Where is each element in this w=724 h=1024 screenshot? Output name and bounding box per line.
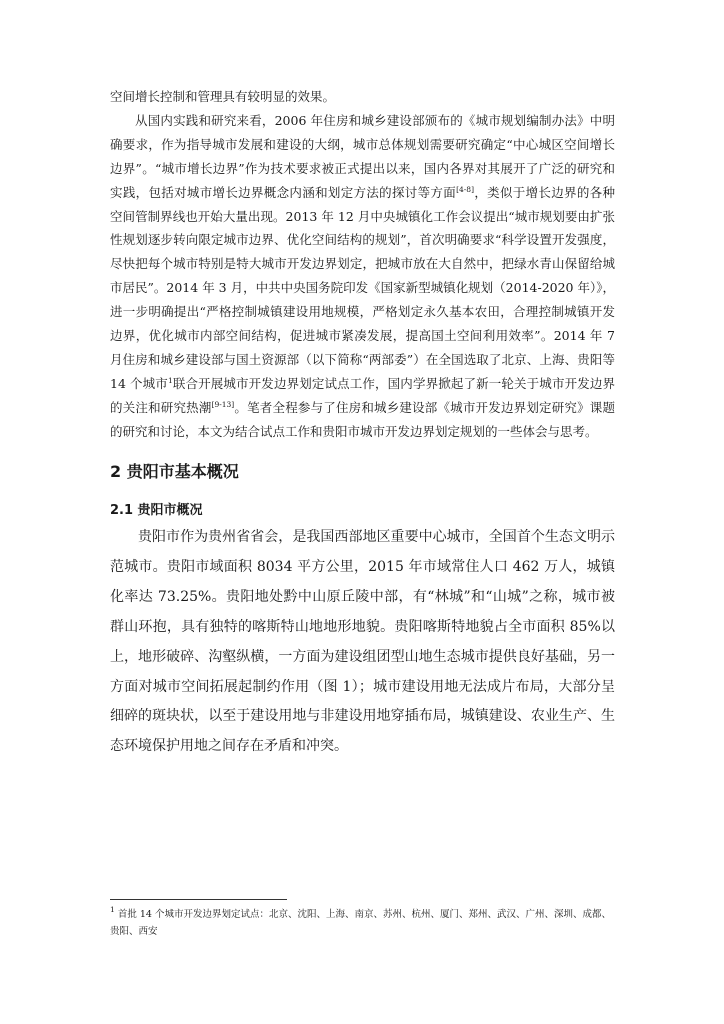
paragraph-text: 空间增长控制和管理具有较明显的效果。 xyxy=(110,89,336,104)
citation-marker: [9-13] xyxy=(211,399,235,409)
section-heading: 2 贵阳市基本概况 xyxy=(110,462,239,481)
footnote xyxy=(110,907,615,940)
body-text xyxy=(110,85,615,444)
subsection-heading: 2.1 贵阳市概况 xyxy=(110,503,203,518)
paragraph-text: 联合开展城市开发边界划定试点工作，国内学界掀起了新一轮关于城市开发边界的关注和研究热潮 xyxy=(110,375,615,415)
footnote-number: 1 xyxy=(110,905,115,914)
paragraph-text: ，类似于增长边界的各种空间管制界线也开始大量出现。2013 年 12 月中央城镇化工作会议提出“城市规划要由扩张性规划逐步转向限定城市边界、优化空间结构的规划”，首次明确要求“科学设置开发强度，尽快把每个城市特别是特大城市开发边界划定，把城市放在大自然中，把绿水青山保留给城市居民”。2014 年 3 月，中共中央国务院印发《国家新型城镇化规划（2014-2020 年）》，进一步明确提出“严格控制城镇建设用地规模，严格划定永久基本农田，合理控制城镇开发边界，优化城市内部空间结构，促进城市紧凑发展，提高国土空间利用效率”。2014 年 7 月住房和城乡建设部与国土资源部（以下简称“两部委”）在全国选取了北京、上海、贵阳等 14 个城市 xyxy=(110,184,615,391)
paragraph-text: 从国内实践和研究来看，2006 年住房和城乡建设部颁布的《城市规划编制办法》中明确要求，作为指导城市发展和建设的大纲，城市总体规划需要研究确定“中心城区空间增长边界”。“城市增长边界”作为技术要求被正式提出以来，国内各界对其展开了广泛的研究和实践，包括对城市增长边界概念内涵和划定方法的探讨等方面 xyxy=(110,112,615,200)
footnote-marker: 1 xyxy=(167,375,173,385)
subsection-paragraph: 贵阳市作为贵州省省会，是我国西部地区重要中心城市，全国首个生态文明示范城市。贵阳市域面积 8034 平方公里，2015 年市域常住人口 462 万人，城镇化率达 73.25%。贵阳地处黔中山原丘陵中部，有“林城”和“山城”之称，城市被群山环抱，具有独特的喀斯特山地地形地貌。贵阳喀斯特地貌占全市面积 85%以上，地形破碎、沟壑纵横，一方面为建设组团型山地生态城市提供良好基础，另一方面对城市空间拓展起制约作用（图 1）；城市建设用地无法成片布局，大部分呈细碎的斑块状，以至于建设用地与非建设用地穿插布局，城镇建设、农业生产、生态环境保护用地之间存在矛盾和冲突。 xyxy=(110,529,615,755)
paragraph xyxy=(110,109,615,444)
citation-marker: [4-8] xyxy=(456,184,474,194)
paragraph-continuation xyxy=(110,85,615,109)
paragraph-text: 。笔者全程参与了住房和城乡建设部《城市开发边界划定研究》课题的研究和讨论，本文为结合试点工作和贵阳市城市开发边界划定规划的一些体会与思考。 xyxy=(110,399,615,439)
footnote-text: 首批 14 个城市开发边界划定试点：北京、沈阳、上海、南京、苏州、杭州、厦门、郑州、武汉、广州、深圳、成都、贵阳、西安 xyxy=(110,909,611,937)
footnote-divider xyxy=(110,899,287,900)
